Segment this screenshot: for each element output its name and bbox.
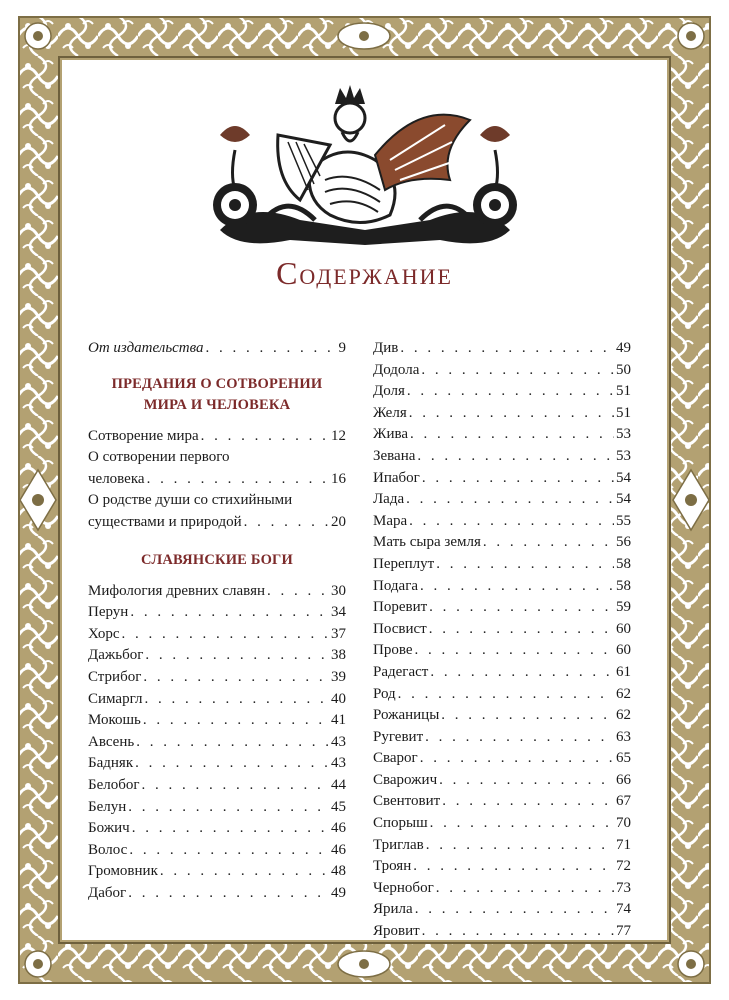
leader-dots bbox=[420, 576, 614, 598]
toc-entry-label: Рожаницы bbox=[373, 707, 440, 724]
toc-entry-page: 63 bbox=[616, 728, 631, 745]
toc-entry-page: 65 bbox=[616, 750, 631, 767]
toc-left-column bbox=[88, 338, 346, 904]
toc-entry-label: Сварожич bbox=[373, 771, 438, 788]
toc-entry-label: Чернобог bbox=[373, 879, 434, 896]
toc-entry-label: Спорыш bbox=[373, 815, 428, 832]
toc-entry-page: 20 bbox=[331, 513, 346, 530]
leader-dots bbox=[201, 426, 329, 448]
toc-entry-page: 44 bbox=[331, 776, 346, 793]
gods-list-left bbox=[88, 581, 346, 905]
toc-entry[interactable] bbox=[373, 748, 631, 770]
toc-entry[interactable] bbox=[88, 732, 346, 754]
toc-entry[interactable] bbox=[373, 511, 631, 533]
toc-entry[interactable] bbox=[88, 426, 346, 448]
section-heading-creation bbox=[88, 374, 346, 416]
leader-dots bbox=[398, 684, 614, 706]
leader-dots bbox=[442, 791, 614, 813]
toc-entry-page: 58 bbox=[616, 577, 631, 594]
toc-entry-label: Лада bbox=[373, 491, 405, 508]
toc-entry[interactable] bbox=[373, 597, 631, 619]
toc-entry[interactable] bbox=[373, 813, 631, 835]
toc-entry[interactable] bbox=[373, 705, 631, 727]
leader-dots bbox=[426, 835, 614, 857]
toc-entry-label: Ругевит bbox=[373, 728, 424, 745]
toc-entry-page: 71 bbox=[616, 836, 631, 853]
toc-entry-label: Белобог bbox=[88, 776, 140, 793]
toc-entry-page: 56 bbox=[616, 534, 631, 551]
leader-dots bbox=[429, 597, 614, 619]
toc-entry-page: 34 bbox=[331, 604, 346, 621]
toc-entry[interactable] bbox=[373, 878, 631, 900]
toc-entry-label: Доля bbox=[373, 383, 405, 400]
toc-entry-page: 12 bbox=[331, 427, 346, 444]
toc-entry-label: Волос bbox=[88, 841, 128, 858]
toc-entry-page: 45 bbox=[331, 798, 346, 815]
toc-entry[interactable] bbox=[373, 619, 631, 641]
toc-entry[interactable] bbox=[88, 753, 346, 775]
section-heading-line: СЛАВЯНСКИЕ БОГИ bbox=[141, 551, 293, 568]
toc-entry-page: 16 bbox=[331, 470, 346, 487]
toc-entry-label: Радегаст bbox=[373, 663, 429, 680]
toc-entry-label: Яровит bbox=[373, 923, 420, 940]
toc-entry-multiline[interactable] bbox=[88, 447, 346, 490]
section-heading-line: ПРЕДАНИЯ О СОТВОРЕНИИ bbox=[111, 375, 323, 392]
toc-entry-label: Поревит bbox=[373, 599, 428, 616]
toc-entry-page: 62 bbox=[616, 685, 631, 702]
toc-entry-page: 48 bbox=[331, 863, 346, 880]
leader-dots bbox=[410, 424, 614, 446]
toc-entry[interactable] bbox=[373, 835, 631, 857]
leader-dots bbox=[147, 469, 329, 491]
toc-entry-label: человека bbox=[88, 470, 145, 487]
toc-entry-label: Хорс bbox=[88, 625, 120, 642]
toc-entry[interactable] bbox=[88, 840, 346, 862]
toc-entry-label-line1: О родстве души со стихийными bbox=[88, 492, 293, 509]
toc-entry[interactable] bbox=[373, 403, 631, 425]
leader-dots bbox=[430, 813, 614, 835]
toc-entry-page: 51 bbox=[616, 383, 631, 400]
toc-entry-label: Желя bbox=[373, 404, 407, 421]
leader-dots bbox=[406, 489, 614, 511]
toc-entry-page: 30 bbox=[331, 582, 346, 599]
toc-entry-label-line1: О сотворении первого bbox=[88, 449, 230, 466]
toc-entry-label: Триглав bbox=[373, 836, 424, 853]
toc-entry[interactable] bbox=[88, 624, 346, 646]
leader-dots bbox=[400, 338, 614, 360]
leader-dots bbox=[144, 689, 329, 711]
toc-entry-page: 53 bbox=[616, 426, 631, 443]
toc-entry-label: Ярила bbox=[373, 901, 413, 918]
toc-entry-label: Мифология древних славян bbox=[88, 582, 265, 599]
toc-entry[interactable] bbox=[88, 818, 346, 840]
toc-entry[interactable] bbox=[373, 446, 631, 468]
toc-entry-label: существами и природой bbox=[88, 513, 242, 530]
leader-dots bbox=[422, 468, 614, 490]
toc-entry-page: 54 bbox=[616, 491, 631, 508]
toc-entry[interactable] bbox=[88, 581, 346, 603]
toc-entry-page: 55 bbox=[616, 512, 631, 529]
leader-dots bbox=[439, 770, 614, 792]
leader-dots bbox=[128, 883, 329, 905]
toc-entry-label: Дажьбог bbox=[88, 647, 144, 664]
toc-entry-page: 50 bbox=[616, 361, 631, 378]
toc-entry-label: Дабог bbox=[88, 884, 127, 901]
toc-entry-page: 77 bbox=[616, 923, 631, 940]
toc-entry-label: Бадняк bbox=[88, 755, 134, 772]
toc-entry[interactable] bbox=[88, 338, 346, 360]
leader-dots bbox=[145, 645, 329, 667]
leader-dots bbox=[441, 705, 614, 727]
toc-entry-page: 51 bbox=[616, 404, 631, 421]
leader-dots bbox=[206, 338, 337, 360]
toc-entry[interactable] bbox=[88, 861, 346, 883]
toc-entry[interactable] bbox=[373, 576, 631, 598]
leader-dots bbox=[483, 532, 614, 554]
toc-entry-label: Ипабог bbox=[373, 469, 420, 486]
leader-dots bbox=[421, 360, 614, 382]
toc-entry-page: 38 bbox=[331, 647, 346, 664]
toc-entry[interactable] bbox=[373, 338, 631, 360]
leader-dots bbox=[417, 446, 614, 468]
toc-entry-page: 37 bbox=[331, 625, 346, 642]
toc-entry[interactable] bbox=[373, 424, 631, 446]
toc-entry-label: Посвист bbox=[373, 620, 427, 637]
toc-entry[interactable] bbox=[373, 360, 631, 382]
toc-entry-page: 43 bbox=[331, 755, 346, 772]
toc-entry[interactable] bbox=[88, 775, 346, 797]
leader-dots bbox=[429, 619, 614, 641]
sirin-bird-illustration bbox=[190, 80, 540, 255]
toc-right-column bbox=[373, 338, 631, 943]
toc-entry-page: 66 bbox=[616, 771, 631, 788]
toc-entry-label: Свентовит bbox=[373, 793, 441, 810]
toc-entry[interactable] bbox=[373, 554, 631, 576]
toc-entry-label: Мать сыра земля bbox=[373, 534, 481, 551]
toc-entry-page: 67 bbox=[616, 793, 631, 810]
toc-entry-page: 74 bbox=[616, 901, 631, 918]
toc-entry[interactable] bbox=[373, 791, 631, 813]
toc-entry[interactable] bbox=[88, 645, 346, 667]
leader-dots bbox=[407, 381, 614, 403]
leader-dots bbox=[422, 921, 614, 943]
toc-entry-page: 60 bbox=[616, 620, 631, 637]
toc-entry-page: 58 bbox=[616, 555, 631, 572]
toc-entry[interactable] bbox=[373, 727, 631, 749]
toc-entry-label: Зевана bbox=[373, 447, 416, 464]
toc-entry-page: 43 bbox=[331, 733, 346, 750]
toc-entry-page: 62 bbox=[616, 707, 631, 724]
leader-dots bbox=[143, 710, 329, 732]
toc-entry-label: Додола bbox=[373, 361, 420, 378]
toc-entry-label: Троян bbox=[373, 858, 412, 875]
toc-entry-page: 49 bbox=[616, 340, 631, 356]
toc-entry-page: 46 bbox=[331, 841, 346, 858]
toc-entry-label: Мокошь bbox=[88, 712, 141, 729]
toc-entry-label: Мара bbox=[373, 512, 408, 529]
leader-dots bbox=[436, 554, 614, 576]
toc-entry-label: Жива bbox=[373, 426, 409, 443]
toc-entry-label: Подага bbox=[373, 577, 418, 594]
leader-dots bbox=[409, 511, 614, 533]
leader-dots bbox=[130, 602, 329, 624]
toc-entry[interactable] bbox=[88, 883, 346, 905]
toc-entry[interactable] bbox=[88, 602, 346, 624]
leader-dots bbox=[415, 899, 614, 921]
leader-dots bbox=[142, 775, 329, 797]
toc-entry-label: Стрибог bbox=[88, 668, 142, 685]
leader-dots bbox=[136, 732, 329, 754]
toc-entry[interactable] bbox=[373, 381, 631, 403]
leader-dots bbox=[415, 640, 615, 662]
toc-entry[interactable] bbox=[88, 797, 346, 819]
toc-entry-label: Сварог bbox=[373, 750, 418, 767]
section-heading-line: МИРА И ЧЕЛОВЕКА bbox=[143, 396, 291, 413]
toc-entry[interactable] bbox=[373, 856, 631, 878]
toc-entry[interactable] bbox=[88, 667, 346, 689]
leader-dots bbox=[135, 753, 329, 775]
toc-entry-page: 59 bbox=[616, 599, 631, 616]
leader-dots bbox=[409, 403, 614, 425]
toc-entry-page: 61 bbox=[616, 663, 631, 680]
toc-entry-page: 73 bbox=[616, 879, 631, 896]
toc-entry-label: Белун bbox=[88, 798, 127, 815]
toc-entry[interactable] bbox=[88, 710, 346, 732]
leader-dots bbox=[244, 512, 329, 534]
section-heading-gods bbox=[88, 550, 346, 571]
toc-entry[interactable] bbox=[373, 770, 631, 792]
toc-entry-label: Симаргл bbox=[88, 690, 143, 707]
page-title: Содержание bbox=[276, 255, 453, 291]
leader-dots bbox=[128, 797, 329, 819]
toc-entry-label: Род bbox=[373, 685, 396, 702]
toc-entry-label: Авсень bbox=[88, 733, 135, 750]
toc-entry-page: 70 bbox=[616, 815, 631, 832]
leader-dots bbox=[267, 581, 329, 603]
toc-entry[interactable] bbox=[373, 640, 631, 662]
leader-dots bbox=[420, 748, 614, 770]
toc-entry-label: Див bbox=[373, 340, 399, 356]
toc-entry-label: Прове bbox=[373, 642, 413, 659]
leader-dots bbox=[129, 840, 329, 862]
leader-dots bbox=[122, 624, 329, 646]
gods-list-right bbox=[373, 338, 631, 943]
toc-entry[interactable] bbox=[373, 921, 631, 943]
leader-dots bbox=[436, 878, 614, 900]
toc-entry-label: Громовник bbox=[88, 863, 158, 880]
toc-entry[interactable] bbox=[373, 899, 631, 921]
toc-entry-page: 40 bbox=[331, 690, 346, 707]
toc-entry[interactable] bbox=[373, 684, 631, 706]
toc-entry-multiline[interactable] bbox=[88, 490, 346, 533]
toc-entry-label: Переплут bbox=[373, 555, 435, 572]
leader-dots bbox=[413, 856, 614, 878]
toc-entry-page: 53 bbox=[616, 447, 631, 464]
toc-entry[interactable] bbox=[373, 468, 631, 490]
toc-entry-label: Сотворение мира bbox=[88, 427, 199, 444]
toc-entry-page: 41 bbox=[331, 712, 346, 729]
toc-entry-page: 54 bbox=[616, 469, 631, 486]
toc-entry-page: 72 bbox=[616, 858, 631, 875]
leader-dots bbox=[132, 818, 329, 840]
toc-entry-label: Божич bbox=[88, 820, 130, 837]
leader-dots bbox=[425, 727, 614, 749]
toc-entry-label: Перун bbox=[88, 604, 129, 621]
leader-dots bbox=[430, 662, 614, 684]
toc-entry[interactable] bbox=[373, 662, 631, 684]
toc-entry-page: 46 bbox=[331, 820, 346, 837]
toc-entry-page: 49 bbox=[331, 884, 346, 901]
toc-entry-page: 9 bbox=[338, 340, 346, 356]
toc-entry[interactable] bbox=[88, 689, 346, 711]
toc-entry-label: От издательства bbox=[88, 340, 204, 356]
toc-entry[interactable] bbox=[373, 489, 631, 511]
toc-entry-page: 60 bbox=[616, 642, 631, 659]
leader-dots bbox=[143, 667, 329, 689]
toc-entry-page: 39 bbox=[331, 668, 346, 685]
leader-dots bbox=[160, 861, 329, 883]
toc-entry[interactable] bbox=[373, 532, 631, 554]
